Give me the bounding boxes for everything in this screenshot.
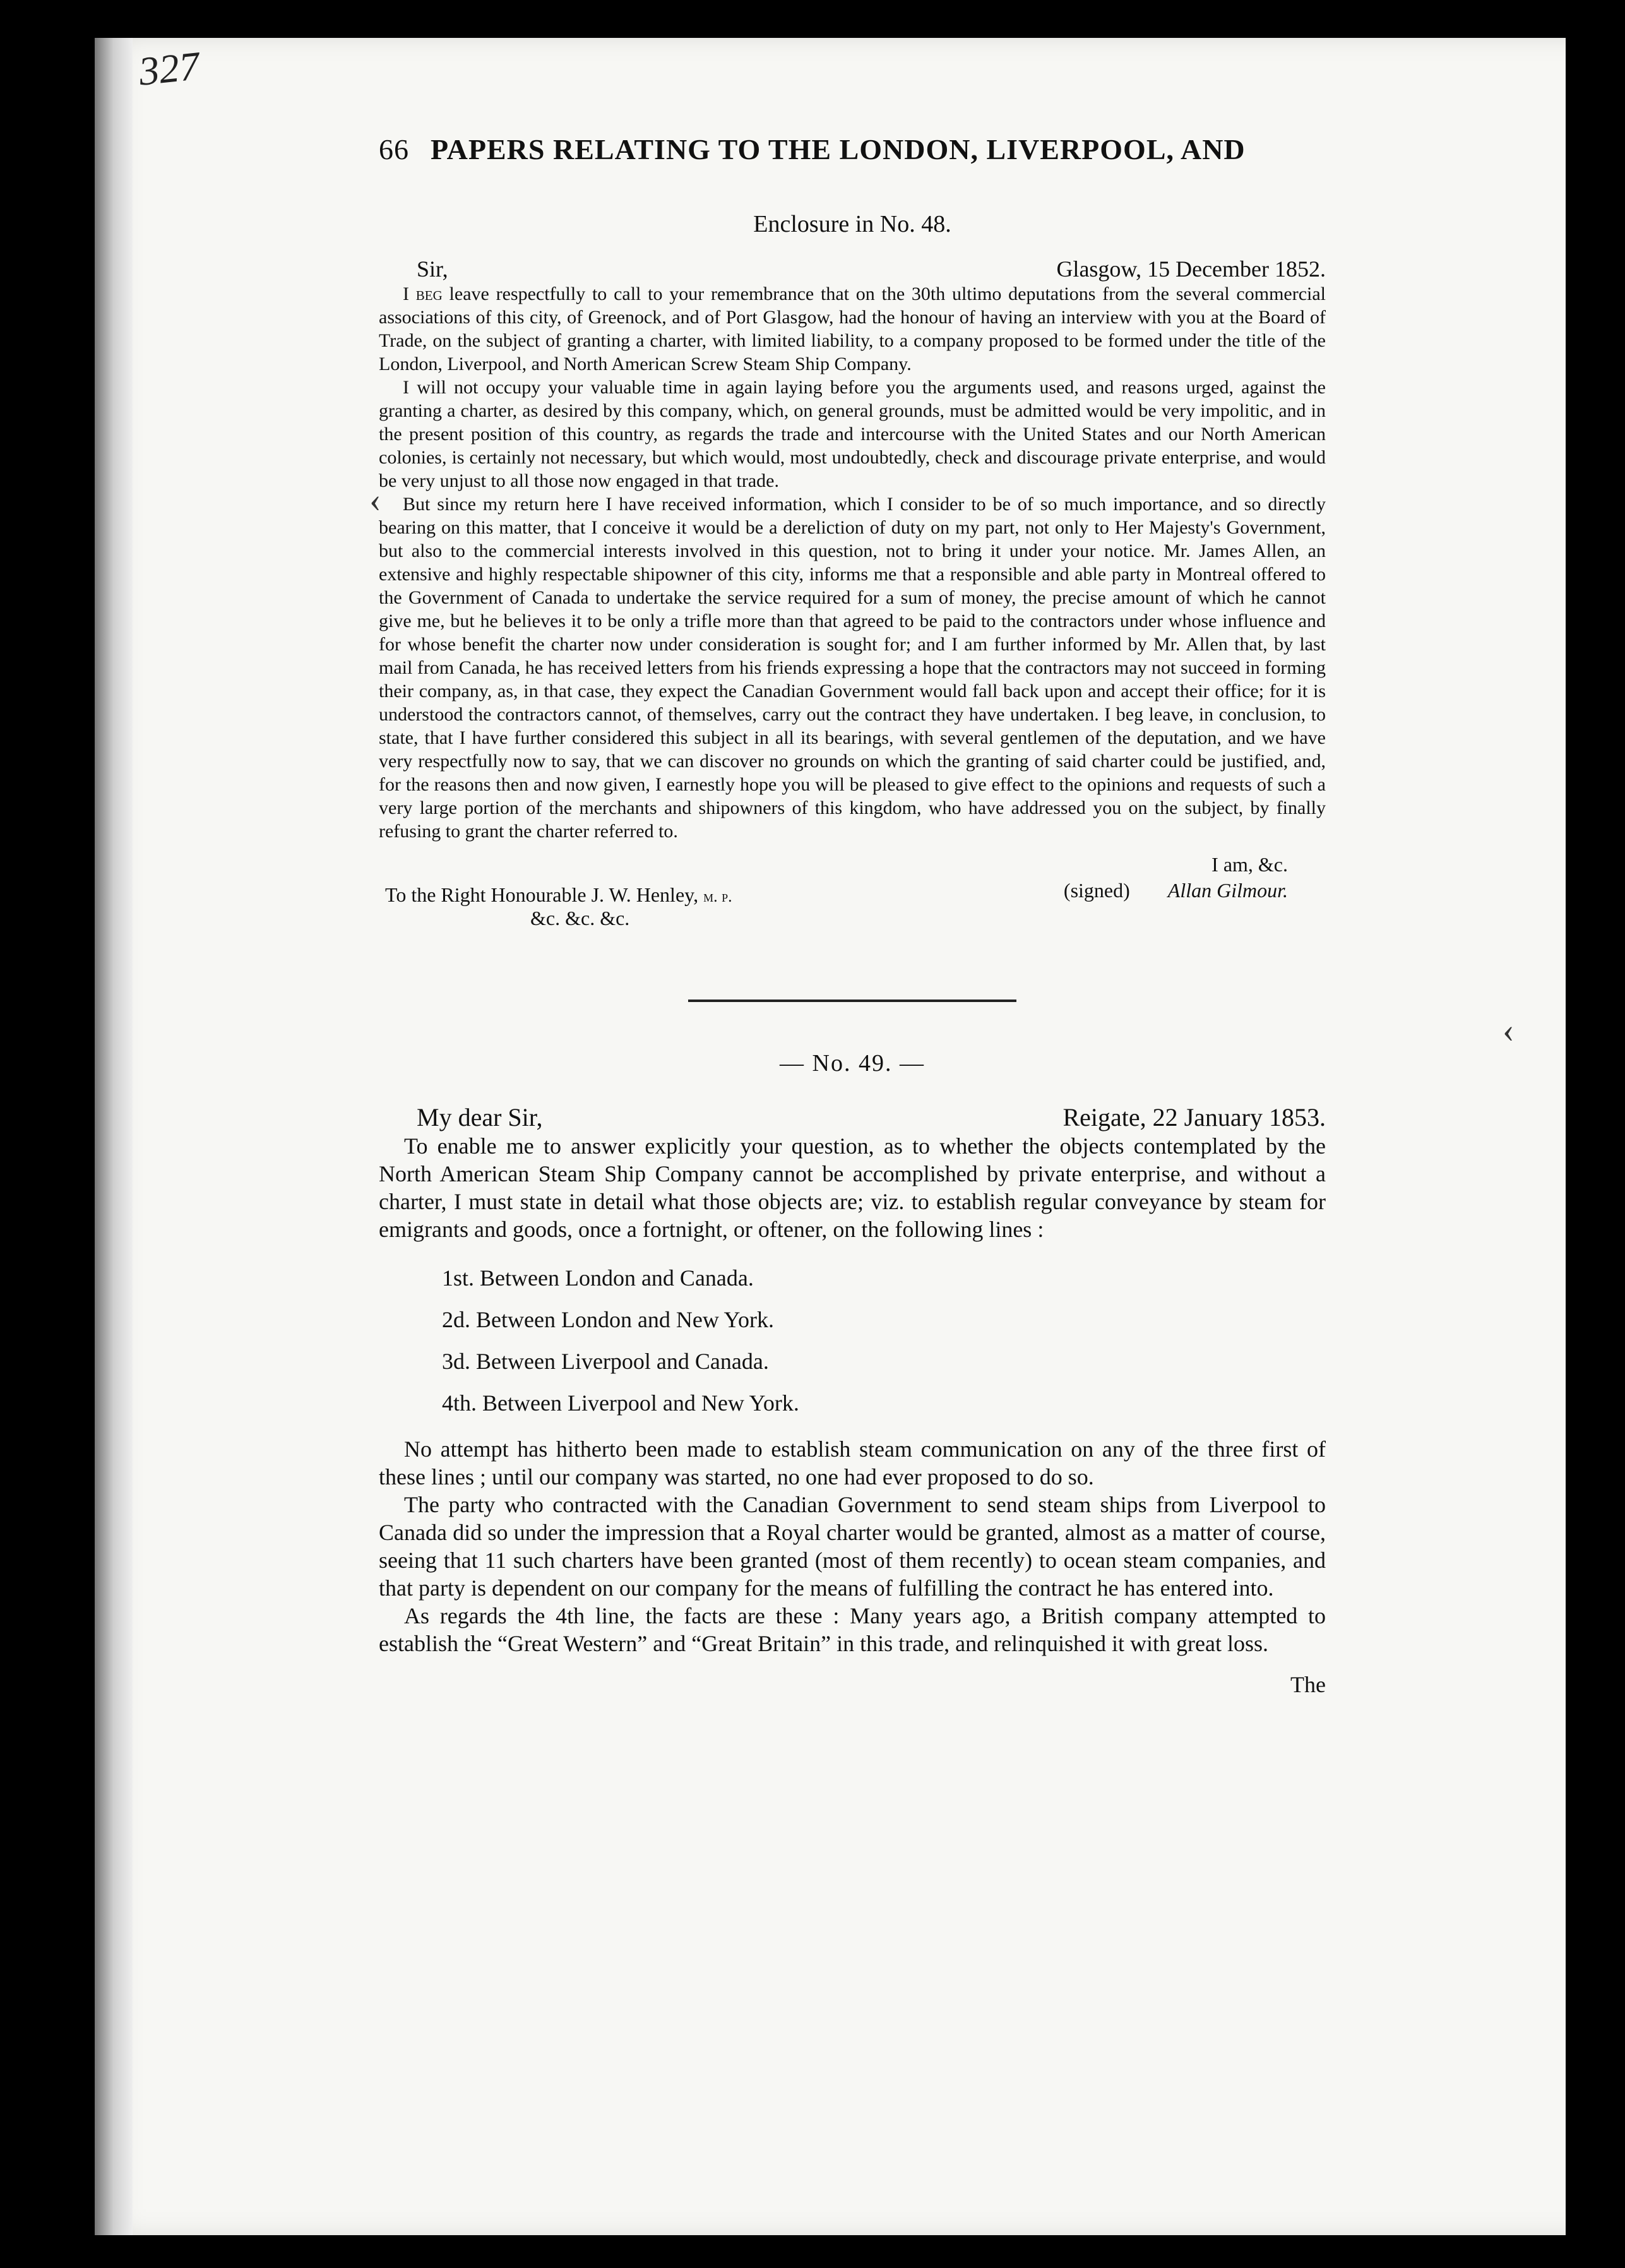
section-divider bbox=[688, 1000, 1016, 1002]
closing-phrase: I am, &c. bbox=[1211, 853, 1288, 876]
opening-word: I beg bbox=[403, 284, 443, 304]
enclosure-letter bbox=[379, 210, 1326, 930]
addressee-name: To the Right Honourable J. W. Henley, bbox=[385, 883, 699, 906]
page-number: 66 bbox=[379, 133, 409, 165]
enclosure-heading: Enclosure in No. 48. bbox=[753, 211, 951, 237]
list-item: 1st. Between London and Canada. bbox=[442, 1265, 754, 1291]
catchword: The bbox=[1290, 1672, 1326, 1697]
running-head bbox=[379, 133, 1326, 166]
margin-mark-right: ‹ bbox=[1503, 1011, 1515, 1050]
page-content bbox=[379, 133, 1326, 1698]
addressee-title: m. p. bbox=[703, 887, 732, 905]
enclosure-paragraph: I beg leave respectfully to call to your remembrance that on the 30th ultimo deputations from the several commercial associations of this city, of Greenock, and of Port Glasgow, had the honour of having an interview with you at the Board of Trade, on the subject of granting a charter, with limited liability, to a company proposed to be formed under the title of the London, Liverpool, and North American Screw Steam Ship Company. bbox=[379, 284, 1326, 374]
letter-place-date: Reigate, 22 January 1853. bbox=[1062, 1103, 1326, 1131]
enclosure-salutation: Sir, bbox=[417, 256, 448, 282]
signature: Allan Gilmour. bbox=[1167, 879, 1288, 902]
shipping-lines-list bbox=[379, 1257, 1326, 1424]
letter-paragraph: The party who contracted with the Canadian Government to send steam ships from Liverpool to Canada did so under the impression that a Royal charter would be granted, almost as a matter of course, seeing that 11 such charters have been granted (most of them recently) to ocean steam companies, and that party is dependent on our company for the means of fulfilling the contract he has entered into. bbox=[379, 1492, 1326, 1601]
letter-salutation: My dear Sir, bbox=[417, 1103, 543, 1131]
book-gutter bbox=[95, 38, 133, 2235]
list-item: 4th. Between Liverpool and New York. bbox=[442, 1390, 799, 1416]
enclosure-paragraph: I will not occupy your valuable time in again laying before you the arguments used, and reasons urged, against the granting a charter, as desired by this company, which, on general grounds, must be admitted would be very impolitic, and in the present position of this country, as regards the trade and intercourse with the United States and our North American colonies, is certainly not necessary, but which would, most undoubtedly, check and discourage private enterprise, and would be very unjust to all those now engaged in that trade. bbox=[379, 377, 1326, 491]
addressee-etc: &c. &c. &c. bbox=[530, 907, 630, 929]
enclosure-dateline bbox=[379, 256, 1326, 282]
list-item: 3d. Between Liverpool and Canada. bbox=[442, 1349, 769, 1374]
enclosure-place-date: Glasgow, 15 December 1852. bbox=[1056, 256, 1326, 282]
letter-paragraph: As regards the 4th line, the facts are these : Many years ago, a British company attempted to establish the “Great Western” and “Great Britain” in this trade, and relinquished it with great loss. bbox=[379, 1603, 1326, 1656]
signed-label: (signed) bbox=[1063, 879, 1130, 902]
running-title: PAPERS RELATING TO THE LONDON, LIVERPOOL, AND bbox=[431, 133, 1246, 165]
letter-number-heading: — No. 49. — bbox=[780, 1050, 925, 1077]
margin-mark-left: ‹ bbox=[369, 480, 381, 520]
letter-no-49 bbox=[379, 1049, 1326, 1698]
letter-intro: To enable me to answer explicitly your question, as to whether the objects contemplated by the North American Steam Ship Company cannot be accomplished by private enterprise, and without a charter, I must state in detail what those objects are; viz. to establish regular conveyance by steam for emigrants and goods, once a fortnight, or oftener, on the following lines : bbox=[379, 1133, 1326, 1242]
list-item: 2d. Between London and New York. bbox=[442, 1307, 774, 1332]
enclosure-paragraph: But since my return here I have received information, which I consider to be of so much importance, and so directly bearing on this matter, that I conceive it would be a dereliction of duty on my part, not only to Her Majesty's Government, but also to the commercial interests involved in this question, not to bring it under your notice. Mr. James Allen, an extensive and highly respectable shipowner of this city, informs me that a responsible and able party in Montreal offered to the Government of Canada to undertake the service required for a sum of money, the precise amount of which he cannot give me, but he believes it to be only a trifle more than that agreed to be paid to the contractors under whose influence and for whose benefit the charter now under consideration is sought for; and I am further informed by Mr. Allen that, by last mail from Canada, he has received letters from his friends expressing a hope that the contractors may not succeed in forming their company, as, in that case, they expect the Canadian Government would fall back upon and accept their office; for it is understood the contractors cannot, of themselves, carry out the contract they have undertaken. I beg leave, in conclusion, to state, that I have further considered this subject in all its bearings, with several gentlemen of the deputation, and we have very respectfully now to say, that we can discover no grounds on which the granting of said charter could be justified, and, for the reasons then and now given, I earnestly hope you will be pleased to give effect to the opinions and requests of such a very large portion of the merchants and shipowners of this kingdom, who have addressed you on the subject, by finally refusing to grant the charter referred to. bbox=[379, 494, 1326, 842]
letter-paragraph: No attempt has hitherto been made to establish steam communication on any of the three first of these lines ; until our company was started, no one had ever proposed to do so. bbox=[379, 1436, 1326, 1489]
letter-dateline bbox=[379, 1102, 1326, 1132]
signature-line bbox=[1064, 879, 1288, 902]
handwritten-page-note: 327 bbox=[136, 43, 202, 94]
